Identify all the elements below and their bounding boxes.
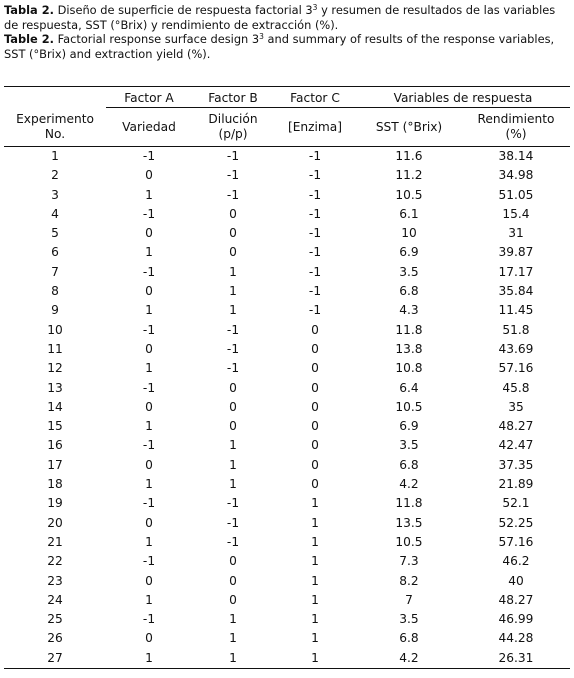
cell-sst: 7 (405, 592, 413, 607)
table-row (4, 552, 570, 571)
table-row (4, 359, 570, 378)
caption-text: Factorial response surface design 3 (54, 32, 260, 47)
cell-yield: 51.8 (502, 322, 530, 337)
caption-spanish (4, 3, 570, 32)
cell-experiment: 8 (51, 284, 59, 299)
cell-experiment: 15 (47, 419, 63, 434)
cell-sst: 10 (401, 226, 417, 241)
cell-enzyme: 0 (311, 419, 319, 434)
cell-experiment: 3 (51, 187, 59, 202)
cell-experiment: 5 (51, 226, 59, 241)
cell-dilution: 1 (229, 457, 237, 472)
cell-sst: 7.3 (399, 554, 419, 569)
cell-sst: 6.9 (399, 419, 419, 434)
cell-variety: 0 (145, 168, 153, 183)
header-text: (p/p) (218, 127, 248, 141)
cell-experiment: 27 (47, 650, 63, 665)
cell-enzyme: 0 (311, 322, 319, 337)
cell-variety: -1 (142, 612, 156, 627)
cell-yield: 48.27 (498, 419, 534, 434)
cell-sst: 10.5 (395, 399, 423, 414)
table-row (4, 629, 570, 648)
cell-sst: 10.8 (395, 361, 423, 376)
cell-variety: 1 (145, 419, 153, 434)
cell-experiment: 10 (47, 322, 63, 337)
cell-experiment: 16 (47, 438, 63, 453)
cell-enzyme: 1 (311, 554, 319, 569)
cell-experiment: 1 (51, 149, 59, 163)
cell-enzyme: 1 (311, 650, 319, 665)
cell-sst: 10.5 (395, 187, 423, 202)
table-body (4, 147, 570, 669)
header-text: No. (44, 127, 66, 141)
cell-variety: -1 (142, 438, 156, 453)
cell-yield: 21.89 (498, 477, 534, 492)
cell-dilution: 0 (229, 592, 237, 607)
cell-dilution: 0 (229, 380, 237, 395)
cell-enzyme: -1 (308, 206, 322, 221)
header-row-columns (4, 108, 570, 147)
header-row-groups (4, 87, 570, 109)
table-row (4, 591, 570, 610)
caption-label: Tabla 2. (4, 3, 54, 17)
cell-yield: 31 (508, 226, 524, 241)
cell-sst: 6.4 (399, 380, 419, 395)
caption-text: and summary of results of the response variables, SST (°Brix) and extraction yield (%). (4, 32, 555, 61)
cell-yield: 43.69 (498, 341, 534, 356)
cell-variety: -1 (142, 496, 156, 511)
cell-sst: 13.5 (395, 515, 423, 530)
table-captions (4, 3, 570, 61)
cell-sst: 11.6 (395, 149, 423, 163)
header-enzyme: [Enzima] (287, 119, 343, 134)
cell-yield: 44.28 (498, 631, 534, 646)
cell-dilution: 0 (229, 206, 237, 221)
cell-sst: 6.8 (399, 631, 419, 646)
table-row (4, 321, 570, 340)
cell-variety: 1 (145, 361, 153, 376)
cell-variety: 1 (145, 303, 153, 318)
cell-dilution: 1 (229, 650, 237, 665)
cell-enzyme: 0 (311, 457, 319, 472)
table-row (4, 186, 570, 205)
table-row (4, 147, 570, 167)
caption-superscript: 3 (259, 32, 264, 42)
cell-yield: 45.8 (502, 380, 530, 395)
cell-enzyme: 1 (311, 515, 319, 530)
header-blank (4, 87, 106, 109)
cell-yield: 17.17 (498, 264, 534, 279)
cell-experiment: 24 (47, 592, 63, 607)
table-row (4, 610, 570, 629)
cell-dilution: 1 (229, 631, 237, 646)
cell-sst: 6.9 (399, 245, 419, 260)
cell-variety: -1 (142, 380, 156, 395)
cell-variety: 1 (145, 534, 153, 549)
cell-yield: 52.25 (498, 515, 534, 530)
header-response-variables: Variables de respuesta (356, 87, 570, 109)
cell-sst: 4.3 (399, 303, 419, 318)
cell-experiment: 9 (51, 303, 59, 318)
cell-yield: 46.99 (498, 612, 534, 627)
cell-variety: -1 (142, 322, 156, 337)
cell-variety: 0 (145, 399, 153, 414)
cell-dilution: -1 (226, 187, 240, 202)
cell-sst: 3.5 (399, 438, 419, 453)
caption-text: Diseño de superficie de respuesta factorial 3 (53, 3, 313, 17)
cell-sst: 8.2 (399, 573, 419, 588)
header-yield (462, 108, 570, 147)
caption-label: Table 2. (4, 32, 54, 47)
cell-variety: 0 (145, 631, 153, 646)
cell-yield: 48.27 (498, 592, 534, 607)
header-text: Dilución (208, 112, 258, 126)
cell-experiment: 20 (47, 515, 63, 530)
cell-dilution: 1 (229, 438, 237, 453)
cell-sst: 3.5 (399, 264, 419, 279)
cell-dilution: -1 (226, 361, 240, 376)
cell-enzyme: -1 (308, 284, 322, 299)
cell-experiment: 26 (47, 631, 63, 646)
table-row (4, 243, 570, 262)
cell-yield: 57.16 (498, 361, 534, 376)
cell-variety: -1 (142, 206, 156, 221)
cell-variety: 1 (145, 245, 153, 260)
cell-enzyme: -1 (308, 303, 322, 318)
cell-sst: 4.2 (399, 477, 419, 492)
cell-variety: 0 (145, 284, 153, 299)
cell-experiment: 6 (51, 245, 59, 260)
results-table (4, 86, 570, 669)
cell-dilution: 0 (229, 245, 237, 260)
cell-dilution: 1 (229, 303, 237, 318)
cell-enzyme: 0 (311, 380, 319, 395)
cell-enzyme: -1 (308, 264, 322, 279)
cell-variety: 1 (145, 650, 153, 665)
table-row (4, 166, 570, 185)
cell-variety: -1 (142, 149, 156, 163)
cell-dilution: 0 (229, 399, 237, 414)
cell-enzyme: -1 (308, 187, 322, 202)
cell-experiment: 11 (47, 341, 63, 356)
cell-enzyme: -1 (308, 226, 322, 241)
cell-variety: 0 (145, 226, 153, 241)
cell-dilution: 1 (229, 284, 237, 299)
cell-dilution: -1 (226, 515, 240, 530)
header-factor-b: Factor B (192, 87, 274, 109)
cell-dilution: 1 (229, 264, 237, 279)
table-row (4, 436, 570, 455)
cell-dilution: -1 (226, 534, 240, 549)
table-row (4, 224, 570, 243)
table-row (4, 417, 570, 436)
cell-experiment: 25 (47, 612, 63, 627)
cell-yield: 51.05 (498, 187, 534, 202)
cell-dilution: -1 (226, 341, 240, 356)
cell-yield: 40 (508, 573, 524, 588)
cell-experiment: 19 (47, 496, 63, 511)
table-row (4, 456, 570, 475)
cell-yield: 38.14 (498, 149, 534, 163)
cell-sst: 11.8 (395, 496, 423, 511)
cell-yield: 37.35 (498, 457, 534, 472)
cell-enzyme: -1 (308, 245, 322, 260)
cell-yield: 26.31 (498, 650, 534, 665)
header-text: (%) (505, 127, 527, 141)
cell-yield: 15.4 (502, 206, 530, 221)
cell-dilution: -1 (226, 168, 240, 183)
cell-enzyme: 1 (311, 631, 319, 646)
cell-experiment: 7 (51, 264, 59, 279)
cell-dilution: 0 (229, 226, 237, 241)
caption-english (4, 32, 570, 61)
table-row (4, 398, 570, 417)
cell-variety: 0 (145, 515, 153, 530)
cell-sst: 11.8 (395, 322, 423, 337)
cell-dilution: 1 (229, 612, 237, 627)
table-row (4, 649, 570, 669)
cell-enzyme: 0 (311, 477, 319, 492)
cell-enzyme: -1 (308, 149, 322, 163)
table-row (4, 533, 570, 552)
cell-yield: 42.47 (498, 438, 534, 453)
cell-sst: 11.2 (395, 168, 423, 183)
cell-enzyme: 0 (311, 399, 319, 414)
cell-enzyme: 0 (311, 438, 319, 453)
cell-enzyme: -1 (308, 168, 322, 183)
cell-variety: 0 (145, 457, 153, 472)
cell-variety: 1 (145, 477, 153, 492)
table-row (4, 514, 570, 533)
cell-yield: 57.16 (498, 534, 534, 549)
cell-enzyme: 1 (311, 573, 319, 588)
caption-text: y resumen de resultados de las variables de respuesta, SST (°Brix) y rendimiento de extracción (%). (4, 3, 556, 32)
cell-dilution: -1 (226, 149, 240, 163)
table-row (4, 263, 570, 282)
cell-enzyme: 1 (311, 612, 319, 627)
header-variety: Variedad (122, 119, 176, 134)
cell-yield: 39.87 (498, 245, 534, 260)
table-row (4, 340, 570, 359)
table-row (4, 494, 570, 513)
table-row (4, 379, 570, 398)
header-experiment (4, 108, 106, 147)
table-row (4, 475, 570, 494)
table-row (4, 572, 570, 591)
cell-experiment: 4 (51, 206, 59, 221)
cell-experiment: 17 (47, 457, 63, 472)
header-factor-c: Factor C (274, 87, 356, 109)
cell-yield: 35 (508, 399, 524, 414)
cell-variety: 1 (145, 592, 153, 607)
cell-enzyme: 1 (311, 592, 319, 607)
cell-experiment: 14 (47, 399, 63, 414)
cell-experiment: 23 (47, 573, 63, 588)
header-sst: SST (°Brix) (375, 119, 443, 134)
cell-sst: 3.5 (399, 612, 419, 627)
cell-yield: 34.98 (498, 168, 534, 183)
cell-yield: 11.45 (498, 303, 534, 318)
header-factor-a: Factor A (106, 87, 192, 109)
header-text: Rendimiento (477, 112, 555, 126)
cell-variety: 1 (145, 187, 153, 202)
cell-experiment: 13 (47, 380, 63, 395)
cell-dilution: 0 (229, 419, 237, 434)
table-row (4, 205, 570, 224)
cell-variety: 0 (145, 573, 153, 588)
cell-experiment: 18 (47, 477, 63, 492)
cell-enzyme: 1 (311, 496, 319, 511)
cell-sst: 6.1 (399, 206, 419, 221)
cell-dilution: 0 (229, 554, 237, 569)
cell-enzyme: 1 (311, 534, 319, 549)
cell-dilution: 0 (229, 573, 237, 588)
cell-variety: 0 (145, 341, 153, 356)
table-row (4, 282, 570, 301)
caption-superscript: 3 (312, 3, 318, 12)
cell-sst: 6.8 (399, 457, 419, 472)
cell-variety: -1 (142, 554, 156, 569)
cell-sst: 10.5 (395, 534, 423, 549)
cell-sst: 13.8 (395, 341, 423, 356)
cell-dilution: -1 (226, 322, 240, 337)
header-text: Experimento (16, 112, 94, 126)
cell-enzyme: 0 (311, 341, 319, 356)
cell-experiment: 22 (47, 554, 63, 569)
cell-sst: 4.2 (399, 650, 419, 665)
table-row (4, 301, 570, 320)
cell-yield: 46.2 (502, 554, 530, 569)
cell-experiment: 12 (47, 361, 63, 376)
cell-experiment: 21 (47, 534, 63, 549)
cell-enzyme: 0 (311, 361, 319, 376)
cell-dilution: -1 (226, 496, 240, 511)
cell-sst: 6.8 (399, 284, 419, 299)
cell-yield: 35.84 (498, 284, 534, 299)
cell-dilution: 1 (229, 477, 237, 492)
cell-experiment: 2 (51, 168, 59, 183)
cell-yield: 52.1 (502, 496, 530, 511)
header-dilution (192, 108, 274, 147)
cell-variety: -1 (142, 264, 156, 279)
